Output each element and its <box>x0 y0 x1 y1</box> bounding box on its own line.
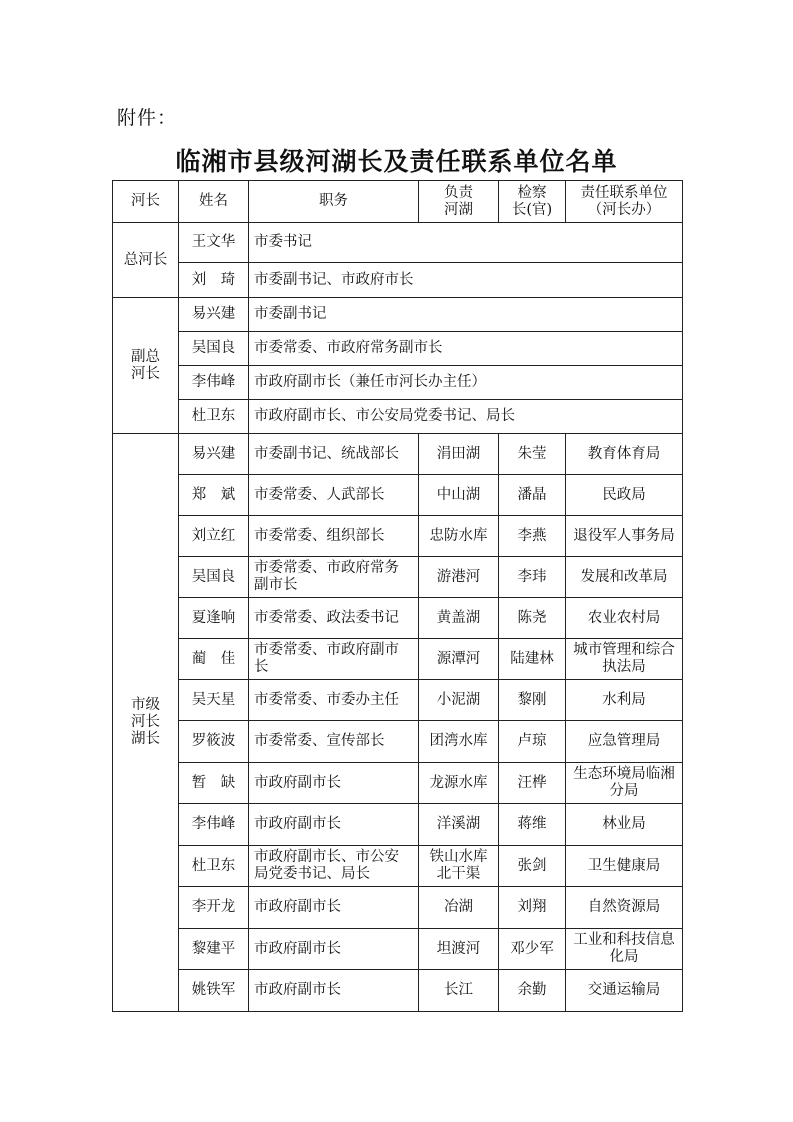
river-cell: 涓田湖 <box>419 434 499 475</box>
prosecutor-cell: 陆建林 <box>499 639 566 680</box>
unit-cell: 城市管理和综合执法局 <box>566 639 683 680</box>
header-river: 负责 河湖 <box>419 181 499 223</box>
prosecutor-cell: 邓少军 <box>499 929 566 970</box>
header-name: 姓名 <box>179 181 249 223</box>
prosecutor-cell: 朱莹 <box>499 434 566 475</box>
table-row <box>113 400 683 434</box>
table-row <box>113 516 683 557</box>
unit-cell: 应急管理局 <box>566 721 683 763</box>
category-city-chief: 市级 河长 湖长 <box>113 434 179 1012</box>
prosecutor-cell: 刘翔 <box>499 887 566 929</box>
unit-cell: 民政局 <box>566 475 683 516</box>
position-cell: 市政府副市长、市公安局党委书记、局长 <box>249 400 683 434</box>
prosecutor-cell: 潘晶 <box>499 475 566 516</box>
document-title: 临湘市县级河湖长及责任联系单位名单 <box>175 147 618 176</box>
name-cell: 刘立红 <box>179 516 249 557</box>
table-row <box>113 763 683 804</box>
table-row <box>113 263 683 298</box>
table-row <box>113 721 683 763</box>
position-cell: 市政府副市长、市公安局党委书记、局长 <box>249 846 419 887</box>
river-cell: 坦渡河 <box>419 929 499 970</box>
attachment-label: 附件： <box>117 107 178 129</box>
unit-cell: 水利局 <box>566 680 683 721</box>
position-cell: 市委常委、市政府副市长 <box>249 639 419 680</box>
header-category: 河长 <box>113 181 179 223</box>
unit-cell: 卫生健康局 <box>566 846 683 887</box>
table-row <box>113 298 683 332</box>
table-row <box>113 887 683 929</box>
header-prosecutor: 检察 长(官) <box>499 181 566 223</box>
unit-cell: 退役军人事务局 <box>566 516 683 557</box>
unit-cell: 林业局 <box>566 804 683 846</box>
name-cell: 蔺 佳 <box>179 639 249 680</box>
name-cell: 暂 缺 <box>179 763 249 804</box>
name-cell: 李开龙 <box>179 887 249 929</box>
name-cell: 吴国良 <box>179 557 249 598</box>
unit-cell: 交通运输局 <box>566 970 683 1012</box>
prosecutor-cell: 蒋维 <box>499 804 566 846</box>
table-row <box>113 332 683 366</box>
unit-cell: 工业和科技信息化局 <box>566 929 683 970</box>
prosecutor-cell: 汪桦 <box>499 763 566 804</box>
position-cell: 市委常委、宣传部长 <box>249 721 419 763</box>
table-row <box>113 475 683 516</box>
name-cell: 杜卫东 <box>179 400 249 434</box>
table-row <box>113 557 683 598</box>
prosecutor-cell: 陈尧 <box>499 598 566 639</box>
river-cell: 中山湖 <box>419 475 499 516</box>
table-row <box>113 366 683 400</box>
position-cell: 市委书记 <box>249 223 683 263</box>
table-row <box>113 680 683 721</box>
header-row <box>113 181 683 223</box>
table-row <box>113 846 683 887</box>
river-cell: 小泥湖 <box>419 680 499 721</box>
position-cell: 市委常委、市委办主任 <box>249 680 419 721</box>
unit-cell: 自然资源局 <box>566 887 683 929</box>
prosecutor-cell: 张剑 <box>499 846 566 887</box>
unit-cell: 教育体育局 <box>566 434 683 475</box>
position-cell: 市委副书记、市政府市长 <box>249 263 683 298</box>
river-cell: 龙源水库 <box>419 763 499 804</box>
prosecutor-cell: 黎刚 <box>499 680 566 721</box>
position-cell: 市委副书记 <box>249 298 683 332</box>
name-cell: 吴国良 <box>179 332 249 366</box>
table-row <box>113 929 683 970</box>
table-row <box>113 970 683 1012</box>
name-cell: 黎建平 <box>179 929 249 970</box>
river-cell: 游港河 <box>419 557 499 598</box>
table-row <box>113 223 683 263</box>
table-row <box>113 639 683 680</box>
river-cell: 团湾水库 <box>419 721 499 763</box>
name-cell: 郑 斌 <box>179 475 249 516</box>
table-row <box>113 598 683 639</box>
position-cell: 市政府副市长 <box>249 929 419 970</box>
prosecutor-cell: 李燕 <box>499 516 566 557</box>
position-cell: 市政府副市长 <box>249 763 419 804</box>
river-cell: 冶湖 <box>419 887 499 929</box>
position-cell: 市委常委、政法委书记 <box>249 598 419 639</box>
river-cell: 黄盖湖 <box>419 598 499 639</box>
name-cell: 刘 琦 <box>179 263 249 298</box>
position-cell: 市政府副市长 <box>249 804 419 846</box>
name-cell: 李伟峰 <box>179 804 249 846</box>
river-cell: 忠防水库 <box>419 516 499 557</box>
category-chief: 总河长 <box>113 223 179 298</box>
position-cell: 市委常委、人武部长 <box>249 475 419 516</box>
river-cell: 洋溪湖 <box>419 804 499 846</box>
table-row <box>113 434 683 475</box>
river-cell: 铁山水库北干渠 <box>419 846 499 887</box>
position-cell: 市政府副市长（兼任市河长办主任） <box>249 366 683 400</box>
position-cell: 市政府副市长 <box>249 887 419 929</box>
position-cell: 市委常委、组织部长 <box>249 516 419 557</box>
header-unit: 责任联系单位 （河长办） <box>566 181 683 223</box>
name-cell: 李伟峰 <box>179 366 249 400</box>
river-cell: 长江 <box>419 970 499 1012</box>
position-cell: 市委常委、市政府常务副市长 <box>249 332 683 366</box>
table-row <box>113 804 683 846</box>
name-cell: 易兴建 <box>179 434 249 475</box>
river-chief-table <box>112 180 683 1012</box>
name-cell: 夏逢响 <box>179 598 249 639</box>
name-cell: 吴天星 <box>179 680 249 721</box>
category-deputy-chief: 副总 河长 <box>113 298 179 434</box>
prosecutor-cell: 李玮 <box>499 557 566 598</box>
unit-cell: 生态环境局临湘分局 <box>566 763 683 804</box>
unit-cell: 农业农村局 <box>566 598 683 639</box>
river-cell: 源潭河 <box>419 639 499 680</box>
name-cell: 王文华 <box>179 223 249 263</box>
header-position: 职务 <box>249 181 419 223</box>
prosecutor-cell: 卢琼 <box>499 721 566 763</box>
position-cell: 市委常委、市政府常务副市长 <box>249 557 419 598</box>
prosecutor-cell: 余勤 <box>499 970 566 1012</box>
position-cell: 市委副书记、统战部长 <box>249 434 419 475</box>
name-cell: 罗筱波 <box>179 721 249 763</box>
name-cell: 易兴建 <box>179 298 249 332</box>
unit-cell: 发展和改革局 <box>566 557 683 598</box>
name-cell: 姚铁军 <box>179 970 249 1012</box>
position-cell: 市政府副市长 <box>249 970 419 1012</box>
name-cell: 杜卫东 <box>179 846 249 887</box>
